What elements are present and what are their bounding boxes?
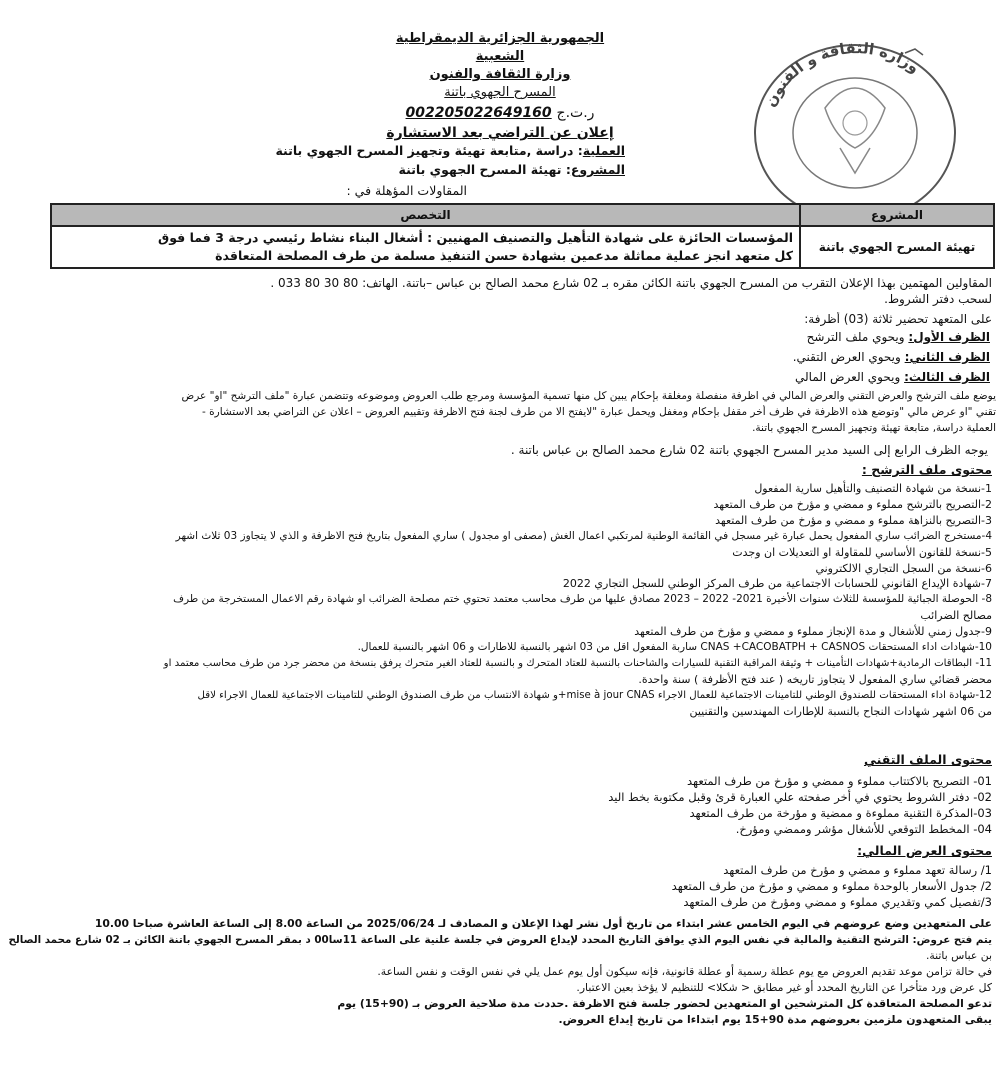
list-item: 1-نسخة من شهادة التصنيف والتأهيل سارية المفعول <box>754 482 992 495</box>
closing-block <box>2 916 992 1028</box>
closing-line-6: تدعو المصلحة المتعاقدة كل المترشحين او المتعهدين لحضور جلسة فتح الاظرفة .حددت مدة صلاحية العروض بـ (90+15) يوم <box>337 997 992 1010</box>
nif-label: ر.ت.ج <box>556 105 595 121</box>
financial-title: محتوى العرض المالي: <box>857 843 992 858</box>
table-header-specialty: التخصص <box>51 204 800 226</box>
list-item: 3/تفصيل كمي وتقديري مملوء و ممضي ومؤرخ من طرف المتعهد <box>683 895 992 909</box>
table-cell-project: تهيئة المسرح الجهوي باتنة <box>800 226 994 268</box>
list-item: 10-شهادات اداء المستحقات CNAS +CACOBATPH + CASNOS ساربة المفعول اقل من 03 اشهر بالنسبة للاطارات و 06 اشهر بالنسبة للعمال. <box>357 641 992 654</box>
operation-line <box>275 143 625 158</box>
closing-line-1: على المتعهدين وضع عروضهم في اليوم الخامس عشر ابتداء من تاريخ أول نشر لهذا الإعلان و المصادف لـ 2025/06/24 من الساعة 8.00 إلى الساعة العاشرة صباحا 10.00 <box>94 917 992 930</box>
list-item: مصالح الضرائب <box>920 609 992 623</box>
list-item: 01- التصريح بالاكتتاب مملوء و ممضي و مؤرخ من طرف المتعهد <box>686 774 992 788</box>
financial-list <box>2 862 992 910</box>
specialty-line-2: كل متعهد انجز عملية مماثلة مدعمين بشهادة حسن التنفيذ مسلمة من طرف المصلحة المتعاقدة <box>215 248 793 263</box>
candidacy-title: محتوى ملف الترشح : <box>861 462 992 477</box>
list-item: 7-شهادة الإيداع القانوني للحسابات الاجتماعية من طرف المركز الوطني للسجل التجاري 2022 <box>562 577 992 591</box>
ministry-title: وزارة الثقافة والفنون <box>429 67 571 82</box>
list-item: 5-نسخة للقانون الأساسي للمقاولة او التعديلات ان وجدت <box>732 545 992 559</box>
closing-line-4: في حالة تزامن موعد تقديم العروض مع يوم عطلة رسمية أو عطلة قانونية، فإنه سيكون أول يوم عمل يلي في نفس الوقت و نفس الساعة. <box>377 965 992 978</box>
candidacy-list <box>2 481 992 720</box>
specialty-line-1: المؤسسات الحائزة على شهادة التأهيل والتصنيف المهنيين : أشغال البناء نشاط رئيسي درجة 3 فما فوق <box>158 230 793 245</box>
list-item: محضر قضائي ساري المفعول لا يتجاوز تاريخه ( عند فتح الأظرفة ) سنة واحدة. <box>638 672 992 686</box>
intro-para-4: يوجه الظرف الرابع إلى السيد مدير المسرح الجهوي باتنة 02 شارع محمد الصالح بن عباس باتنة . <box>510 443 988 457</box>
list-item: 1/ رسالة تعهد مملوء و ممضي و مؤرخ من طرف المتعهد <box>723 863 992 877</box>
list-item: 12-شهادة اداء المستحقات للصندوق الوطني للتامينات الاجتماعية للعمال الاجراء mise à jour CNAS+و شهادة الانتساب من طرف الصندوق الوطني للتامينات الاجتماعية للعمال الاجراء لاقل <box>197 689 992 701</box>
envelope-1-text: ويحوي ملف الترشح <box>806 330 909 344</box>
list-item: من 06 اشهر شهادات النجاح بالنسبة للإطارات المهندسين والتقنيين <box>689 704 992 718</box>
list-item: 2-التصريح بالترشح مملوء و ممضي و مؤرخ من طرف المتعهد <box>713 497 992 511</box>
list-item: 4-مستخرج الضرائب ساري المفعول يحمل عبارة غير مسجل في القائمة الوطنية لمرتكبي اعمال الغش (مصفى او مجدول ) ساري المفعول بتاريخ فتح الاظرفة و الذي لا يتجاوز 03 ثلاث اشهر <box>175 529 992 542</box>
intro-para-2: تقني "او عرض مالي "وتوضع هذه الاظرفة في ظرف أخر مقفل بإحكام ومغفل ويحمل عبارة "لايفتح الا من طرف لجنة فتح الاظرفة وتقييم العروض – اعلان عن التراضي بعد الاستشارة - <box>202 406 996 418</box>
list-item: 6-نسخة من السجل التجاري الالكتروني <box>815 561 992 575</box>
header-block <box>380 30 620 142</box>
technical-list <box>2 773 992 837</box>
envelope-1-label: الظرف الأول: <box>908 330 990 344</box>
list-item: 11- البطاقات الرمادية+شهادات التأمينات + وثيقة المراقبة التقنية للسيارات والشاحنات بالنسبة للعتاد المتحرك و بالنسبة للعتاد الغير متحرك يرفق بنسخة من محضر جرد من طرف محاسب معتمد او <box>163 657 992 669</box>
list-item: 9-جدول زمني للأشغال و مدة الإنجاز مملوء و ممضي و مؤرخ من طرف المتعهد <box>634 625 992 639</box>
list-item: 8- الحوصلة الجبائية للمؤسسة للثلاث سنوات الأخيرة 2021- 2022 – 2023 مصادق عليها من طرف محاسب معتمد تحتوي ختم مصلحة الضرائب او شهادة رقم الاعمال المستخرجة من طرف <box>173 593 992 606</box>
closing-line-2: يتم فتح عروض: الترشح التقنية والمالية في نفس اليوم الذي يوافق التاريخ المحدد لإيداع العروض في جلسة علنية على الساعة 11سا00 د بمقر المسرح الجهوي باتنة الكائن بـ 02 شارع محمد الصالح <box>8 934 992 946</box>
nif-value: 002205022649160 <box>405 105 552 121</box>
intro-line-3: على المتعهد تحضير ثلاثة (03) أظرفة: <box>804 312 992 326</box>
operation-value: : دراسة ,متابعة تهيئة وتجهيز المسرح الجهوي باتنة <box>275 143 583 158</box>
envelope-2-text: ويحوي العرض التقني. <box>792 350 905 364</box>
table-header-project: المشروع <box>800 204 994 226</box>
project-line <box>399 162 625 177</box>
list-item: 04- المخطط التوقعي للأشغال مؤشر وممضي ومؤرخ. <box>735 822 992 836</box>
table-cell-specialty <box>51 226 800 268</box>
envelope-2-label: الظرف الثاني: <box>904 350 990 364</box>
envelope-3-text: ويحوي العرض المالي <box>795 370 905 384</box>
envelope-3 <box>0 370 1000 385</box>
project-value: : تهيئة المسرح الجهوي باتنة <box>398 162 571 177</box>
svg-text:وزارة الثقافة و الفنون <box>761 39 923 110</box>
announcement-title: إعلان عن التراضي بعد الاستشارة <box>386 125 614 141</box>
qualified-line: المقاولات المؤهلة في : <box>346 183 467 198</box>
intro-line-2: لسحب دفتر الشروط. <box>884 292 992 306</box>
closing-line-3: بن عباس باتنة. <box>925 949 992 962</box>
envelope-2 <box>0 350 1000 365</box>
project-label: المشروع <box>570 162 625 177</box>
envelope-1 <box>0 330 1000 345</box>
seal-text: وزارة الثقافة و الفنون <box>760 39 924 110</box>
list-item: 03-المذكرة التقنية مملوءة و ممضية و مؤرخة من طرف المتعهد <box>689 806 992 820</box>
intro-para-1: يوضع ملف الترشح والعرض التقني والعرض المالي في اظرفة منفصلة ومغلقة بإحكام يبين كل منها تسمية المؤسسة ومرجع طلب العروض وموضوعه وتتضمن عبارة "ملف الترشح "او" عرض <box>181 390 996 402</box>
closing-line-7: يبقى المتعهدون ملزمين بعروضهم مدة 90+15 يوم ابتداءا من تاريخ إيداع العروض. <box>558 1013 992 1026</box>
closing-line-5: كل عرض ورد متأخرا عن التاريخ المحدد أو غير مطابق < شكلا> للتنظيم لا يؤخذ بعين الاعتبار. <box>576 981 992 994</box>
qualification-table <box>50 203 995 269</box>
republic-title: الجمهورية الجزائرية الديمقراطية الشعبية <box>395 31 605 64</box>
list-item: 2/ جدول الأسعار بالوحدة مملوء و ممضي و مؤرخ من طرف المتعهد <box>671 879 992 893</box>
list-item: 02- دفتر الشروط يحتوي في أخر صفحته علي العبارة قرئ وقبل مكتوبة بخط اليد <box>608 790 992 804</box>
operation-label: العملية <box>582 143 625 158</box>
envelope-3-label: الظرف الثالث: <box>904 370 990 384</box>
list-item: 3-التصريح بالنزاهة مملوء و ممضي و مؤرخ من طرف المتعهد <box>715 513 992 527</box>
intro-para-3: العملية دراسة, متابعة تهيئة وتجهيز المسرح الجهوي باتنة. <box>752 422 996 434</box>
technical-title: محتوى الملف التقني <box>863 752 992 767</box>
theatre-title: المسرح الجهوي باتنة <box>444 85 556 100</box>
intro-line-1: المقاولين المهتمين بهذا الإعلان التقرب من المسرح الجهوي باتنة الكائن مقره بـ 02 شارع محمد الصالح بن عباس –باتنة. الهاتف: 80 30 80 033 . <box>270 276 992 290</box>
official-seal-icon <box>745 28 960 223</box>
